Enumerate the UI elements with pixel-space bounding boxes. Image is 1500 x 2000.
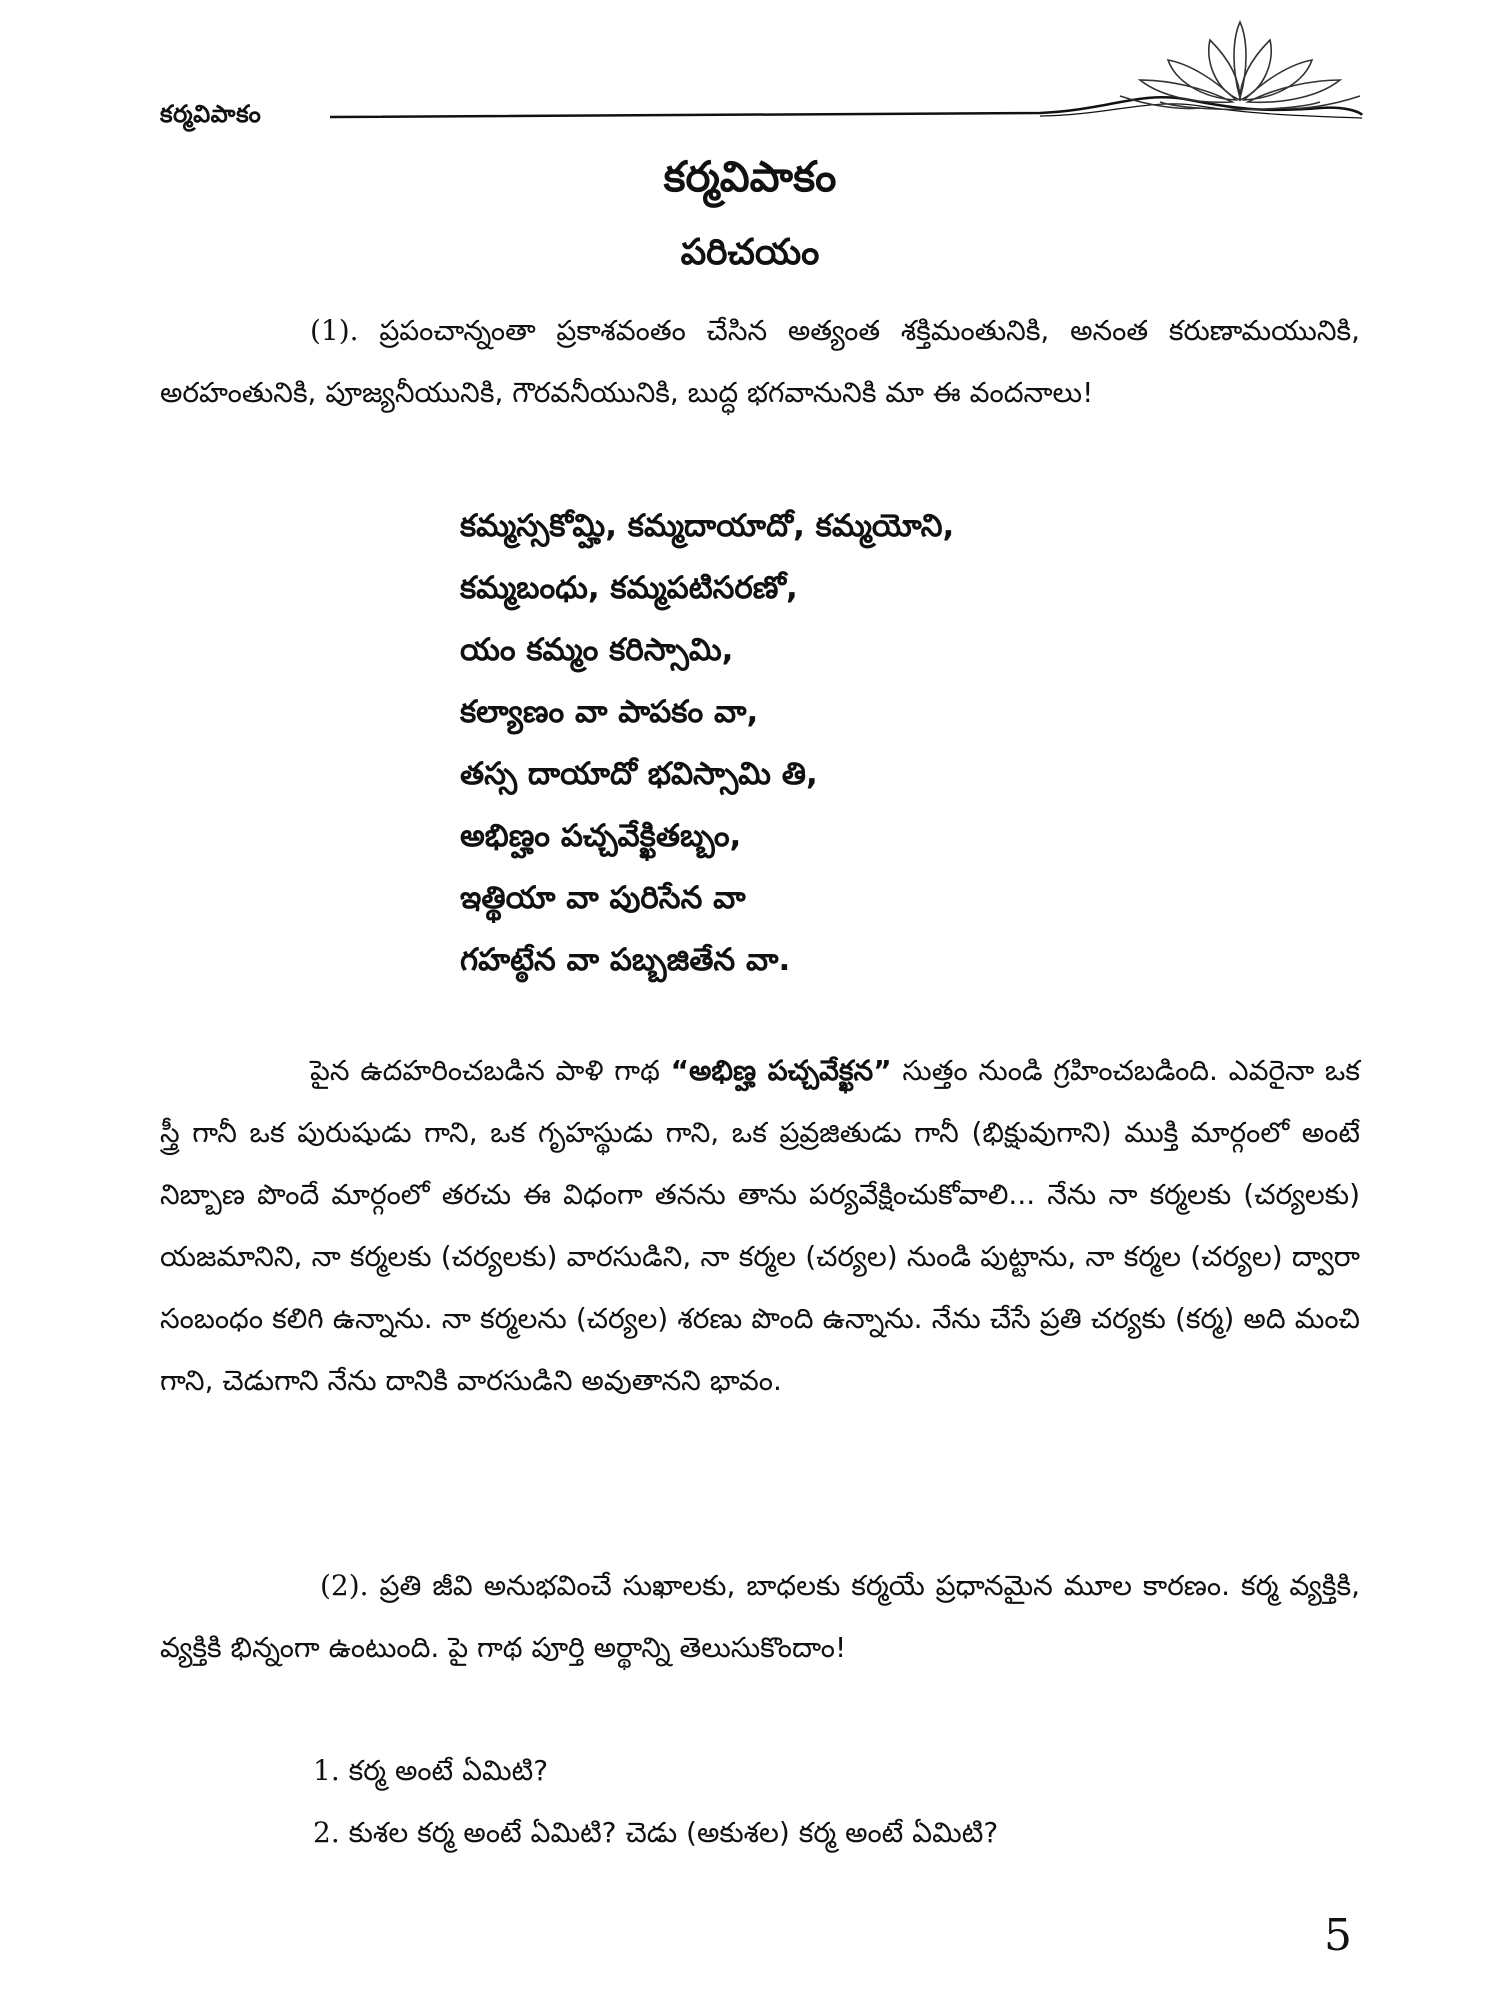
- verse-line: కమ్మబంధు, కమ్మపటిసరణో,: [460, 570, 798, 606]
- paragraph-number: (2).: [320, 1569, 369, 1602]
- verse-line: కల్యాణం వా పాపకం వా,: [460, 694, 759, 730]
- pali-verse: [460, 495, 1360, 991]
- chapter-title: కర్మవిపాకం: [663, 152, 837, 201]
- paragraph-text: ప్రపంచాన్నంతా ప్రకాశవంతం చేసిన అత్యంత శక్తిమంతునికి, అనంత కరుణామయునికి, అరహంతునికి, పూజ్యనీయునికి, గౌరవనీయునికి, బుద్ధ భగవానునికి మా ఈ వందనాలు!: [160, 314, 1361, 409]
- verse-line: ఇత్థియా వా పురిసేన వా: [460, 880, 746, 916]
- page-number: 5: [1324, 1910, 1352, 1961]
- verse-line: కమ్మస్సకోమ్హి, కమ్మదాయాదో, కమ్మయోని,: [460, 508, 955, 544]
- paragraph-3: [160, 1555, 1360, 1679]
- paragraph-text-lead: పైన ఉదహరించబడిన పాళి గాథ: [310, 1054, 660, 1087]
- verse-line: గహట్ఠేన వా పబ్బజితేన వా.: [460, 942, 791, 978]
- verse-line: తస్స దాయాదో భవిస్సామి తి,: [460, 756, 818, 792]
- paragraph-2: [160, 1040, 1360, 1412]
- list-item: 2. కుశల కర్మ అంటే ఏమిటి? చెడు (అకుశల) కర్మ అంటే ఏమిటి?: [313, 1816, 999, 1849]
- verse-line: యం కమ్మం కరిస్సామి,: [460, 632, 734, 668]
- question-list: [313, 1740, 1373, 1864]
- running-header-title: కర్మవిపాకం: [160, 100, 262, 128]
- paragraph-1: [160, 300, 1360, 424]
- verse-line: అభిణ్హం పచ్చవేక్ఖితబ్బం,: [460, 818, 742, 854]
- list-item: 1. కర్మ అంటే ఏమిటి?: [313, 1754, 549, 1787]
- section-subtitle: పరిచయం: [680, 232, 820, 273]
- sutta-name: “అభిణ్హ పచ్చవేక్ఖన”: [670, 1054, 892, 1087]
- paragraph-text: ప్రతి జీవి అనుభవించే సుఖాలకు, బాధలకు కర్మయే ప్రధానమైన మూల కారణం. కర్మ వ్యక్తికి, వ్యక్తికి భిన్నంగా ఉంటుంది. పై గాథ పూర్తి అర్థాన్ని తెలుసుకొందాం!: [160, 1569, 1360, 1664]
- paragraph-text: సుత్తం నుండి గ్రహించబడింది. ఎవరైనా ఒక స్త్రీ గానీ ఒక పురుషుడు గాని, ఒక గృహస్థుడు గాని, ఒక ప్రవ్రజితుడు గానీ (భిక్షువుగాని) ముక్తి మార్గంలో అంటే నిబ్బాణ పొందే మార్గంలో తరచు ఈ విధంగా తనను తాను పర్యవేక్షించుకోవాలి... నేను నా కర్మలకు (చర్యలకు) యజమానిని, నా కర్మలకు (చర్యలకు) వారసుడిని, నా కర్మల (చర్యల) నుండి పుట్టాను, నా కర్మల (చర్యల) ద్వారా సంబంధం కలిగి ఉన్నాను. నా కర్మలను (చర్యల) శరణు పొంది ఉన్నాను. నేను చేసే ప్రతి చర్యకు (కర్మ) అది మంచి గాని, చెడుగాని నేను దానికి వారసుడిని అవుతానని భావం.: [160, 1054, 1361, 1397]
- paragraph-number: (1).: [310, 314, 359, 347]
